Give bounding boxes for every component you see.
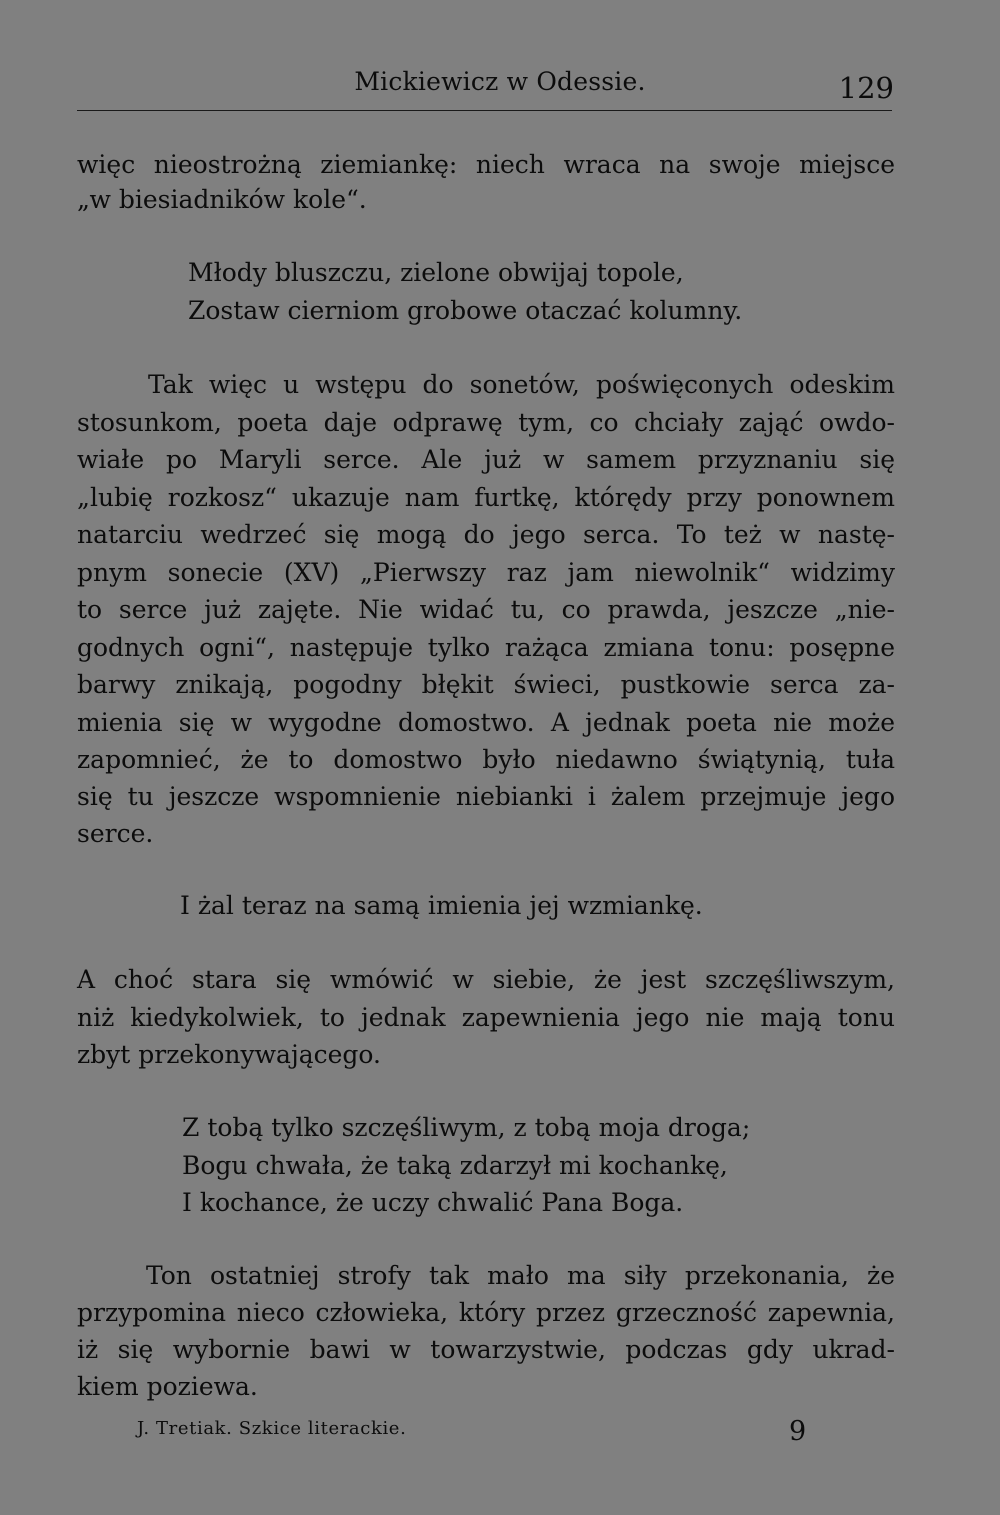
text-line: stosunkom, poeta daje odprawę tym, co chciały zająć owdo-	[77, 408, 895, 437]
text-line: kiem poziewa.	[77, 1372, 258, 1401]
text-line: mienia się w wygodne domostwo. A jednak poeta nie może	[77, 708, 895, 737]
text-line: więc nieostrożną ziemiankę: niech wraca na swoje miejsce	[77, 150, 895, 179]
text-line: pnym sonecie (XV) „Pierwszy raz jam niewolnik“ widzimy	[77, 558, 895, 587]
text-line: przypomina nieco człowieka, który przez grzeczność zapewnia,	[77, 1298, 895, 1327]
printer-signature: J. Tretiak. Szkice literackie.	[137, 1418, 407, 1439]
text-line: I kochance, że uczy chwalić Pana Boga.	[182, 1188, 684, 1217]
page-number: 129	[838, 71, 894, 105]
text-line: „w biesiadników kole“.	[77, 185, 367, 214]
text-line: Młody bluszczu, zielone obwijaj topole,	[188, 258, 684, 287]
text-line: godnych ogni“, następuje tylko rażąca zmiana tonu: posępne	[77, 633, 895, 662]
text-line: iż się wybornie bawi w towarzystwie, podczas gdy ukrad-	[77, 1335, 895, 1364]
text-line: I żal teraz na samą imienia jej wzmiankę.	[180, 891, 703, 920]
text-line: natarciu wedrzeć się mogą do jego serca. To też w nastę-	[77, 520, 895, 549]
text-line: serce.	[77, 819, 154, 848]
text-line: niż kiedykolwiek, to jednak zapewnienia jego nie mają tonu	[77, 1003, 895, 1032]
text-line: Ton ostatniej strofy tak mało ma siły przekonania, że	[146, 1261, 895, 1290]
text-line: barwy znikają, pogodny błękit świeci, pustkowie serca za-	[77, 670, 895, 699]
text-line: Z tobą tylko szczęśliwym, z tobą moja droga;	[182, 1113, 751, 1142]
sheet-number: 9	[789, 1416, 807, 1447]
text-line: zapomnieć, że to domostwo było niedawno świątynią, tuła	[77, 745, 895, 774]
text-line: wiałe po Maryli serce. Ale już w samem przyznaniu się	[77, 445, 895, 474]
text-line: Tak więc u wstępu do sonetów, poświęconych odeskim	[148, 370, 895, 399]
text-line: A choć stara się wmówić w siebie, że jest szczęśliwszym,	[77, 965, 895, 994]
text-line: „lubię rozkosz“ ukazuje nam furtkę, którędy przy ponownem	[77, 483, 895, 512]
text-line: to serce już zajęte. Nie widać tu, co prawda, jeszcze „nie-	[77, 595, 895, 624]
text-line: zbyt przekonywającego.	[77, 1040, 381, 1069]
header-rule	[77, 110, 892, 111]
text-line: Bogu chwała, że taką zdarzył mi kochankę,	[182, 1151, 728, 1180]
text-line: Zostaw cierniom grobowe otaczać kolumny.	[188, 296, 743, 325]
text-line: się tu jeszcze wspomnienie niebianki i żalem przejmuje jego	[77, 782, 895, 811]
running-head: Mickiewicz w Odessie.	[354, 67, 646, 96]
